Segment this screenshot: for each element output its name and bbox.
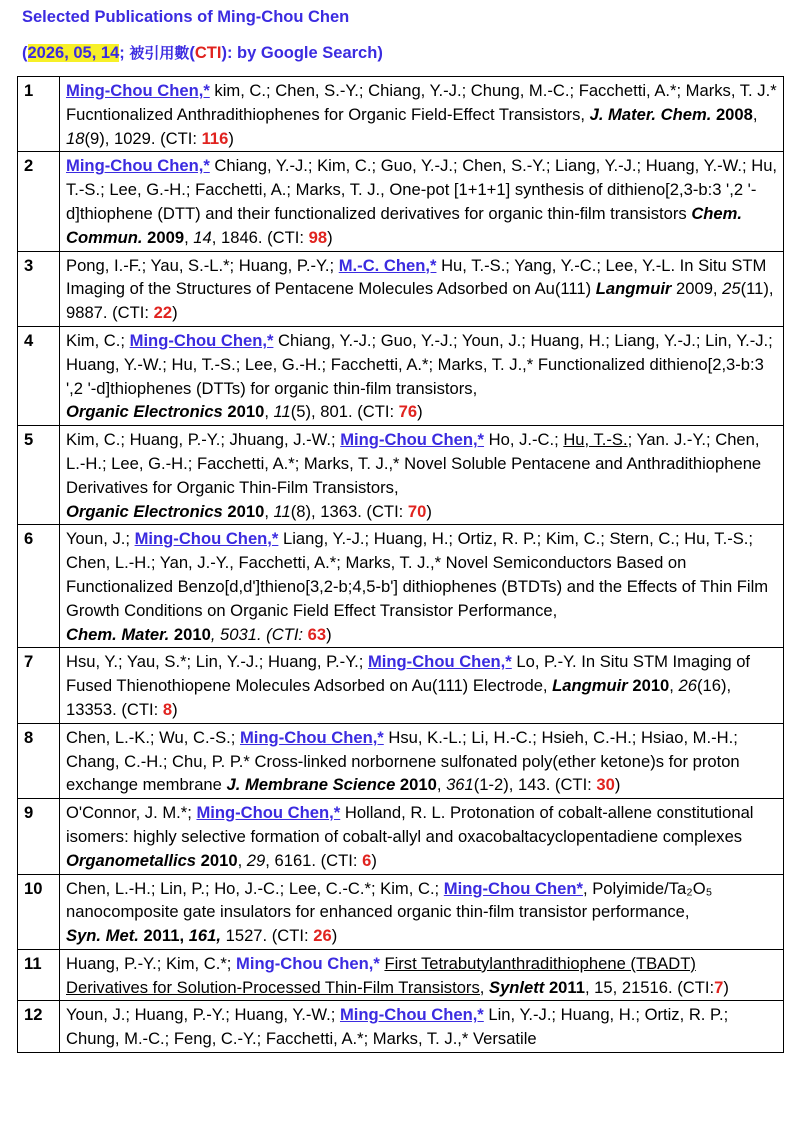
pub-citation bbox=[60, 799, 784, 874]
journal-name: Synlett bbox=[489, 977, 545, 997]
pub-number: 3 bbox=[18, 251, 60, 326]
authors-text: , Polyimide/Ta₂O₅ nanocomposite gate insulators for enhanced organic thin-film transistor performance, bbox=[66, 878, 713, 922]
pub-number: 9 bbox=[18, 799, 60, 874]
pages: (11), 9887. (CTI: bbox=[66, 279, 774, 323]
pub-number: 11 bbox=[18, 949, 60, 1001]
table-row bbox=[18, 949, 784, 1001]
close-paren: ) bbox=[371, 850, 377, 870]
volume: 18 bbox=[66, 128, 85, 148]
pub-citation bbox=[60, 525, 784, 648]
authors-text: Hu, T.-S.; Yang, Y.-C.; Lee, Y.-L. In Situ STM Imaging of the Structures of Pentacene Molecules Adsorbed on Au(111) bbox=[66, 255, 767, 299]
author-link[interactable]: Ming-Chou Chen,* bbox=[239, 727, 384, 747]
pub-number: 12 bbox=[18, 1001, 60, 1053]
journal-name: J. Membrane Science bbox=[226, 775, 396, 795]
author-link[interactable]: Ming-Chou Chen,* bbox=[66, 81, 210, 100]
close-paren: ) bbox=[327, 227, 333, 247]
close-paren: ) bbox=[326, 624, 332, 644]
authors-text: kim, C.; Chen, S.-Y.; Chiang, Y.-J.; Chung, M.-C.; Facchetti, A.*; Marks, T. J.* Fucntionalized Anthradithiophenes for Organic Field-Effect Transistors, bbox=[66, 81, 777, 124]
journal-name: Chem. Mater. bbox=[66, 624, 170, 644]
pub-citation bbox=[60, 874, 784, 949]
cti-value: 63 bbox=[307, 624, 327, 644]
cti-value: 76 bbox=[398, 402, 418, 422]
sep: , bbox=[669, 676, 679, 696]
journal-name: Langmuir bbox=[595, 279, 672, 299]
authors-text: Hsu, K.-L.; Li, H.-C.; Hsieh, C.-H.; Hsiao, M.-H.; Chang, C.-H.; Chu, P. P.* Cross-linked norbornene sulfonated poly(ether ketone)s for proton exchange membrane bbox=[66, 727, 740, 795]
close-paren: ) bbox=[417, 402, 423, 422]
subtitle-open: ( bbox=[22, 44, 28, 62]
table-row bbox=[18, 426, 784, 525]
author-link[interactable]: Ming-Chou Chen,* bbox=[134, 529, 279, 549]
sep: , bbox=[752, 104, 758, 124]
pub-number: 2 bbox=[18, 152, 60, 251]
pages: , 5031. (CTI: bbox=[210, 624, 308, 644]
pub-citation bbox=[60, 152, 784, 251]
pub-year: 2008 bbox=[715, 104, 753, 124]
pub-year: 2010 bbox=[395, 775, 437, 795]
authors-text: Kim, C.; Huang, P.-Y.; Jhuang, J.-W.; bbox=[66, 430, 341, 450]
table-row bbox=[18, 152, 784, 251]
pages: (1-2), 143. (CTI: bbox=[473, 775, 597, 795]
volume: 29 bbox=[246, 850, 266, 870]
author-link[interactable]: Ming-Chou Chen,* bbox=[66, 156, 210, 176]
cti-value: 116 bbox=[201, 128, 229, 148]
author-link[interactable]: M.-C. Chen,* bbox=[338, 255, 437, 275]
page-title: Selected Publications of Ming-Chou Chen bbox=[22, 8, 350, 26]
volume: 25 bbox=[722, 279, 741, 299]
pub-number: 1 bbox=[18, 77, 60, 152]
volume: 26 bbox=[678, 676, 697, 696]
pages: (5), 801. (CTI: bbox=[290, 402, 399, 422]
pub-citation bbox=[60, 949, 784, 1001]
authors-text: Liang, Y.-J.; Huang, H.; Ortiz, R. P.; Kim, C.; Stern, C.; Hu, T.-S.; Chen, L.-H.; Yan, J.-Y., Facchetti, A.*; Marks, T. J.,* Novel Semiconductors Based on Functionalized Benzo[d,d']thieno[3,2-b;4,5-b'] dithiophenes (BTDTs) and the Effects of Thin Film Growth Conditions on Organic Field Effect Transistor Performance, bbox=[66, 529, 769, 620]
authors-text: Chiang, Y.-J.; Kim, C.; Guo, Y.-J.; Chen, S.-Y.; Liang, Y.-J.; Huang, Y.-W.; Hu, T.-S.; Lee, G.-H.; Facchetti, A.; Marks, T. J., One-pot [1+1+1] synthesis of dithieno[2,3-b:3 ',2 '-d]thiophene (DTT) and their functionalized derivatives for organic thin-film transistors bbox=[66, 156, 778, 223]
authors-text: Lin, Y.-J.; Huang, H.; Ortiz, R. P.; Chung, M.-C.; Feng, C.-Y.; Facchetti, A.*; Marks, T. J.,* Versatile bbox=[66, 1005, 729, 1049]
pub-year: 2011 bbox=[544, 977, 585, 997]
journal-name: Chem. Commun. bbox=[66, 203, 743, 247]
pub-citation bbox=[60, 251, 784, 326]
volume: 14 bbox=[193, 227, 212, 247]
author-link[interactable]: Ming-Chou Chen,* bbox=[129, 330, 274, 350]
subtitle-paren: ( bbox=[189, 44, 195, 62]
table-row bbox=[18, 77, 784, 152]
authors-text: Hsu, Y.; Yau, S.*; Lin, Y.-J.; Huang, P.-Y.; bbox=[66, 652, 368, 672]
sep: , bbox=[264, 501, 274, 521]
citation-count-label: 被引用數 bbox=[129, 44, 190, 62]
close-paren: ) bbox=[172, 699, 178, 719]
pages: (16), 13353. (CTI: bbox=[66, 676, 732, 719]
cti-label: CTI bbox=[194, 44, 222, 62]
table-row bbox=[18, 723, 784, 798]
close-paren: ) bbox=[426, 501, 432, 521]
volume: 11 bbox=[273, 501, 291, 521]
cti-value: 70 bbox=[407, 501, 427, 521]
author-link[interactable]: Ming-Chou Chen,* bbox=[367, 652, 512, 672]
pages: (9), 1029. (CTI: bbox=[84, 128, 202, 148]
pub-citation bbox=[60, 426, 784, 525]
table-row bbox=[18, 1001, 784, 1053]
author-link[interactable]: Ming-Chou Chen* bbox=[443, 878, 583, 898]
page-subtitle bbox=[22, 42, 383, 63]
pub-number: 10 bbox=[18, 874, 60, 949]
authors-text: Lo, P.-Y. In Situ STM Imaging of Fused Thienothiopene Molecules Adsorbed on Au(111) Electrode, bbox=[66, 652, 751, 696]
journal-name: Langmuir bbox=[552, 676, 628, 696]
underlined-author: Hu, T.-S. bbox=[563, 430, 628, 450]
sep: , bbox=[436, 775, 447, 795]
authors-text: Huang, P.-Y.; Kim, C.*; bbox=[66, 953, 237, 973]
authors-text: Pong, I.-F.; Yau, S.-L.*; Huang, P.-Y.; bbox=[66, 255, 339, 275]
table-row bbox=[18, 874, 784, 949]
journal-name: J. Mater. Chem. bbox=[589, 104, 712, 124]
pages: , 6161. (CTI: bbox=[265, 850, 363, 870]
authors-text: Chen, L.-K.; Wu, C.-S.; bbox=[66, 727, 240, 747]
underlined-title[interactable]: First Tetrabutylanthradithiophene (TBADT) Derivatives for Solution-Processed Thin-Film Transistors, bbox=[66, 953, 696, 997]
pub-year: 2010 bbox=[169, 624, 211, 644]
table-row bbox=[18, 799, 784, 874]
sep: , bbox=[264, 402, 274, 422]
pub-number: 8 bbox=[18, 723, 60, 798]
close-paren: ) bbox=[331, 926, 338, 946]
pub-year: 2011, bbox=[138, 926, 185, 946]
pub-number: 6 bbox=[18, 525, 60, 648]
date-highlight: 2026, 05, 14 bbox=[27, 44, 120, 62]
author-link[interactable]: Ming-Chou Chen,* bbox=[340, 430, 485, 450]
authors-text: Youn, J.; Huang, P.-Y.; Huang, Y.-W.; bbox=[66, 1005, 340, 1025]
journal-name: Organometallics bbox=[66, 850, 197, 870]
cti-value: 8 bbox=[162, 699, 173, 719]
sep: , bbox=[184, 227, 194, 247]
authors-text: Chen, L.-H.; Lin, P.; Ho, J.-C.; Lee, C.-C.*; Kim, C.; bbox=[66, 878, 444, 898]
cti-value: 30 bbox=[596, 775, 615, 795]
authors-text: Holland, R. L. Protonation of cobalt-allene constitutional isomers: highly selective formation of cobalt-allyl and oxacobaltacyclopentadiene complexes bbox=[66, 803, 754, 846]
author-link[interactable]: Ming-Chou Chen,* bbox=[196, 803, 341, 823]
pub-year: 2010 bbox=[222, 402, 265, 422]
cti-value: 98 bbox=[308, 227, 328, 247]
journal-name: Organic Electronics bbox=[66, 402, 223, 422]
close-paren: ) bbox=[614, 775, 621, 795]
authors-text: O'Connor, J. M.*; bbox=[66, 803, 197, 823]
authors-text: ; Yan. J.-Y.; Chen, L.-H.; Lee, G.-H.; Facchetti, A.*; Marks, T. J.,* Novel Soluble Pentacene and Anthradithiophene Derivatives for Organic Thin-Film Transistors, bbox=[66, 430, 762, 497]
author-name: Ming-Chou Chen,* bbox=[236, 953, 380, 973]
journal-name: Syn. Met. bbox=[66, 926, 139, 946]
authors-text: Chiang, Y.-J.; Guo, Y.-J.; Youn, J.; Huang, H.; Liang, Y.-J.; Lin, Y.-J.; Huang, Y.-W.; Hu, T.-S.; Lee, G.-H.; Facchetti, A.*; Marks, T. J.,* Functionalized dithieno[2,3-b:3 ',2 '-d]thiophenes (DTTs) for organic thin-film transistors, bbox=[66, 330, 773, 398]
pub-year: 2009 bbox=[147, 227, 185, 247]
pub-number: 5 bbox=[18, 426, 60, 525]
pub-citation bbox=[60, 77, 784, 152]
authors-text: Ho, J.-C.; bbox=[484, 430, 564, 450]
subtitle-semicolon: ; bbox=[119, 44, 125, 62]
pub-number: 7 bbox=[18, 648, 60, 723]
pub-year: 2010 bbox=[196, 850, 238, 870]
cti-value: 22 bbox=[153, 303, 173, 323]
close-paren: ) bbox=[723, 977, 729, 997]
close-paren: ) bbox=[172, 303, 178, 323]
authors-text: Youn, J.; bbox=[66, 529, 135, 549]
table-row bbox=[18, 326, 784, 425]
volume: 161, bbox=[188, 926, 221, 946]
close-paren: ) bbox=[228, 128, 234, 148]
publication-table bbox=[17, 76, 784, 1053]
pub-citation bbox=[60, 326, 784, 425]
table-row bbox=[18, 251, 784, 326]
journal-name: Organic Electronics bbox=[66, 501, 223, 521]
author-link[interactable]: Ming-Chou Chen,* bbox=[339, 1005, 484, 1025]
cti-value: 6 bbox=[362, 850, 372, 870]
table-row bbox=[18, 525, 784, 648]
cti-value: 26 bbox=[313, 926, 332, 946]
pub-citation bbox=[60, 723, 784, 798]
volume: 11 bbox=[273, 402, 291, 422]
pub-number: 4 bbox=[18, 326, 60, 425]
pub-year: 2010 bbox=[222, 501, 265, 521]
volume: 361 bbox=[446, 775, 474, 795]
pub-citation bbox=[60, 1001, 784, 1053]
table-row bbox=[18, 648, 784, 723]
pub-year: 2010 bbox=[627, 676, 670, 696]
pages: , 15, 21516. (CTI: bbox=[584, 977, 715, 997]
sep: , bbox=[237, 850, 247, 870]
pub-citation bbox=[60, 648, 784, 723]
pages: (8), 1363. (CTI: bbox=[290, 501, 408, 521]
pages: , 1846. (CTI: bbox=[211, 227, 309, 247]
subtitle-rest: ): by Google Search) bbox=[221, 44, 383, 62]
pub-year: 2009, bbox=[671, 279, 723, 299]
cti-value: 7 bbox=[714, 977, 724, 997]
pages: 1527. (CTI: bbox=[221, 926, 314, 946]
authors-text: Kim, C.; bbox=[66, 330, 130, 350]
